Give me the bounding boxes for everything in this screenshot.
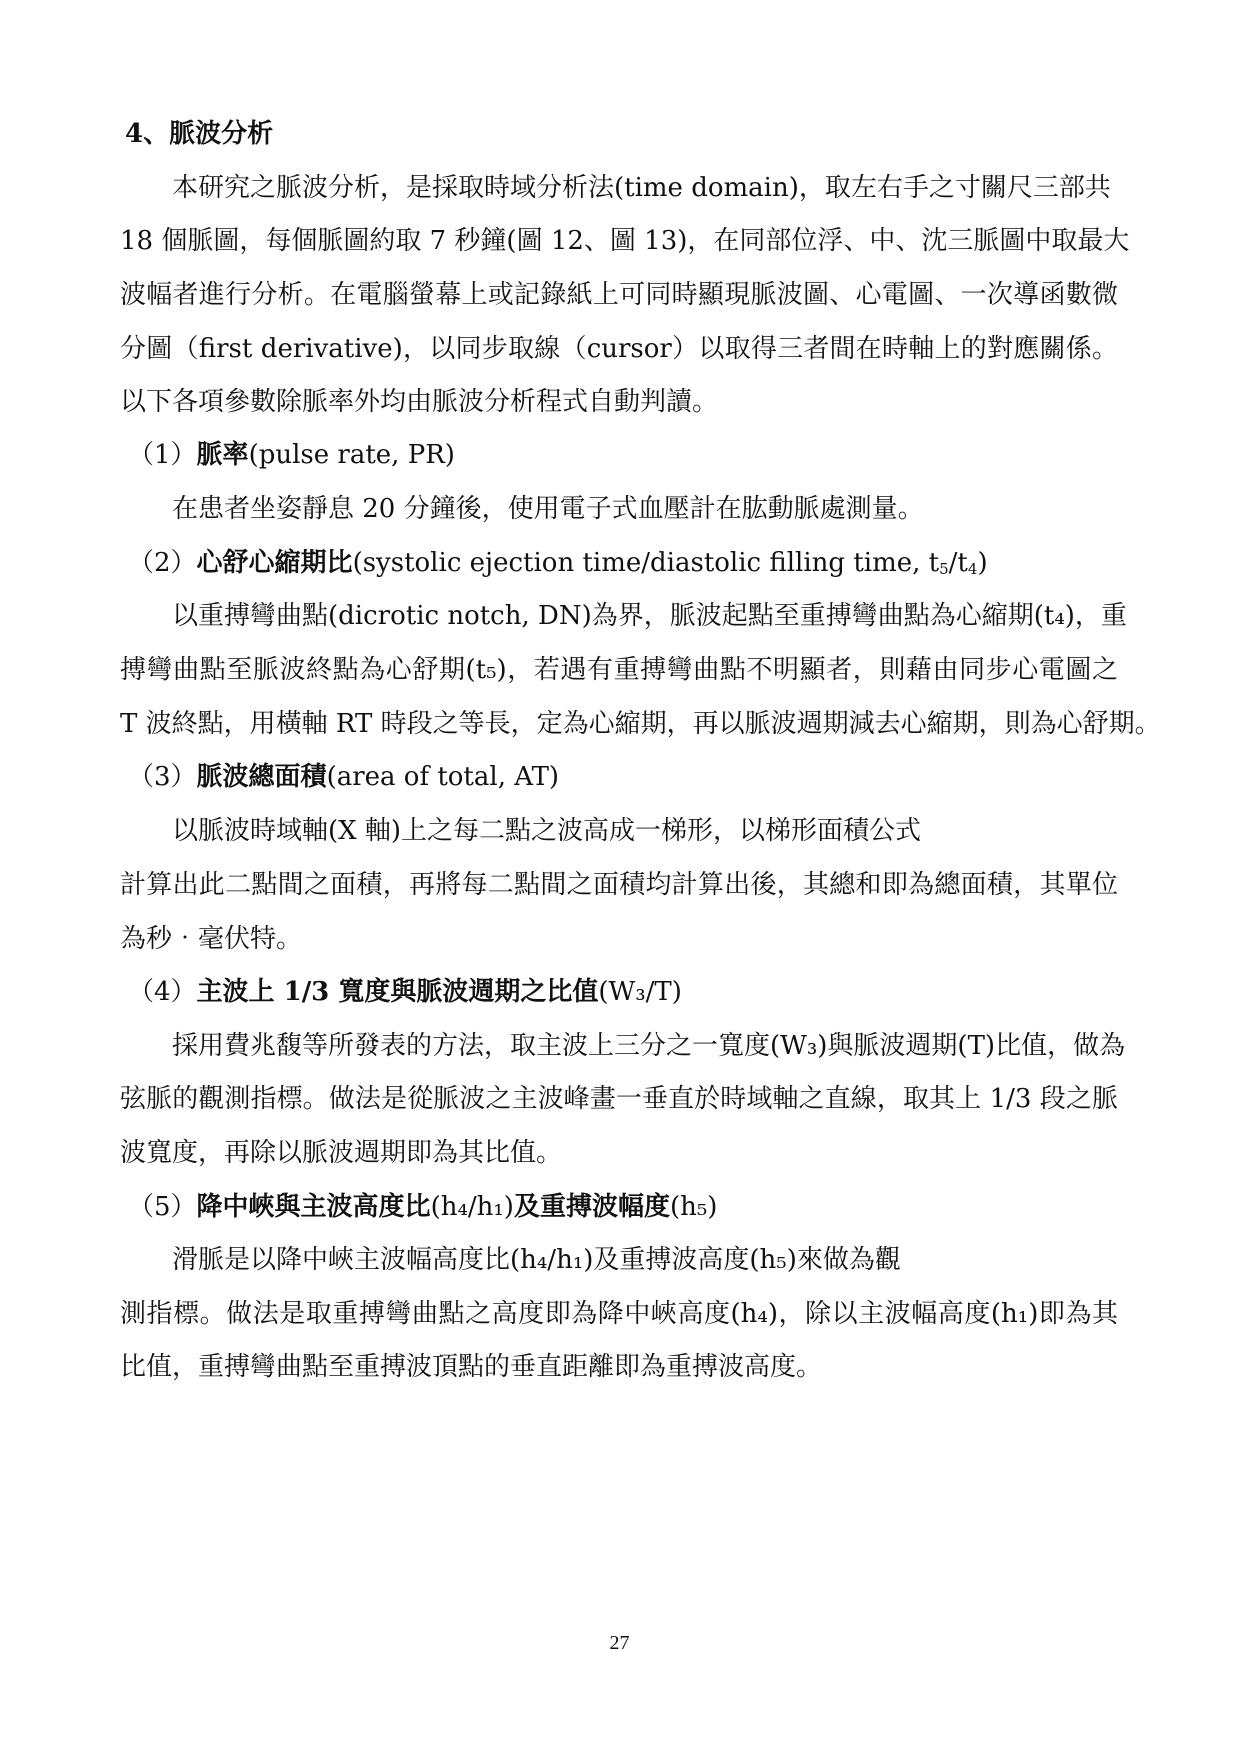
- item2-title-bold: 心舒心縮期比: [196, 548, 353, 578]
- item1-title-rest: (pulse rate, PR): [248, 440, 455, 470]
- item5-heading: [128, 1190, 1128, 1224]
- item5-title-mid: (h₄/h₁): [430, 1192, 514, 1222]
- item2-line-2: 搏彎曲點至脈波終點為心舒期(t₅)，若遇有重搏彎曲點不明顯者，則藉由同步心電圖之: [120, 655, 1118, 685]
- item3-line-3: 為秒‧毫伏特。: [120, 924, 303, 954]
- item4-heading: [128, 975, 1128, 1009]
- item2-slash: /t: [948, 548, 968, 578]
- item3-number: （3）: [128, 762, 197, 792]
- item4-title-rest: (W₃/T): [598, 977, 682, 1007]
- item1-title-bold: 脈率: [196, 440, 249, 470]
- item4-line-2: 弦脈的觀測指標。做法是從脈波之主波峰畫一垂直於時域軸之直線，取其上 1/3 段之脈: [120, 1084, 1118, 1114]
- item5-line-2: 測指標。做法是取重搏彎曲點之高度即為降中峽高度(h₄)，除以主波幅高度(h₁)即為其: [120, 1299, 1118, 1329]
- item2-line-3: T 波終點，用橫軸 RT 時段之等長，定為心縮期，再以脈波週期減去心縮期，則為心舒期。: [120, 709, 1161, 739]
- item3-line-2: 計算出此二點間之面積，再將每二點間之面積均計算出後，其總和即為總面積，其單位: [120, 870, 1118, 900]
- intro-line-1: 本研究之脈波分析，是採取時域分析法(time domain)，取左右手之寸關尺三部共: [172, 173, 1111, 203]
- item2-number: （2）: [128, 548, 197, 578]
- item1-heading: [128, 438, 1128, 472]
- section-heading: 4、脈波分析: [125, 119, 274, 149]
- item2-subscript-b: 4: [967, 560, 978, 578]
- item4-title-bold: 主波上 1/3 寬度與脈波週期之比值: [196, 977, 599, 1007]
- item1-line-1: 在患者坐姿靜息 20 分鐘後，使用電子式血壓計在肱動脈處測量。: [172, 494, 924, 524]
- item5-title-bold: 降中峽與主波高度比: [196, 1192, 431, 1222]
- item4-line-3: 波寬度，再除以脈波週期即為其比值。: [120, 1138, 563, 1168]
- item5-title-rest: (h₅): [669, 1192, 718, 1222]
- item5-line-1: 滑脈是以降中峽主波幅高度比(h₄/h₁)及重搏波高度(h₅)來做為觀: [172, 1245, 901, 1275]
- item2-line-1: 以重搏彎曲點(dicrotic notch, DN)為界，脈波起點至重搏彎曲點為心縮期(t₄)，重: [172, 601, 1127, 631]
- item2-heading: [128, 546, 1128, 586]
- item3-heading: [128, 760, 1128, 794]
- item5-number: （5）: [128, 1192, 197, 1222]
- item5-title-bold-2: 及重搏波幅度: [513, 1192, 670, 1222]
- intro-line-5: 以下各項參數除脈率外均由脈波分析程式自動判讀。: [120, 387, 719, 417]
- item2-close: ): [977, 548, 988, 578]
- intro-line-2: 18 個脈圖，每個脈圖約取 7 秒鐘(圖 12、圖 13)，在同部位浮、中、沈三脈圖中取最大: [120, 226, 1130, 256]
- item1-number: （1）: [128, 440, 197, 470]
- item4-line-1: 採用費兆馥等所發表的方法，取主波上三分之一寬度(W₃)與脈波週期(T)比值，做為: [172, 1031, 1126, 1061]
- item3-line-1: 以脈波時域軸(X 軸)上之每二點之波高成一梯形，以梯形面積公式: [172, 816, 922, 846]
- item2-subscript-a: 5: [939, 560, 949, 578]
- item5-line-3: 比值，重搏彎曲點至重搏波頂點的垂直距離即為重搏波高度。: [120, 1352, 823, 1382]
- item3-title-bold: 脈波總面積: [196, 762, 327, 792]
- intro-line-4: 分圖（first derivative)，以同步取線（cursor）以取得三者間在時軸上的對應關係。: [120, 334, 1118, 364]
- item3-title-rest: (area of total, AT): [326, 762, 560, 792]
- item4-number: （4）: [128, 977, 197, 1007]
- intro-line-3: 波幅者進行分析。在電腦螢幕上或記錄紙上可同時顯現脈波圖、心電圖、一次導函數微: [120, 280, 1118, 310]
- item2-title-rest: (systolic ejection time/diastolic filling time, t: [352, 548, 940, 578]
- page-number: 27: [609, 1632, 630, 1654]
